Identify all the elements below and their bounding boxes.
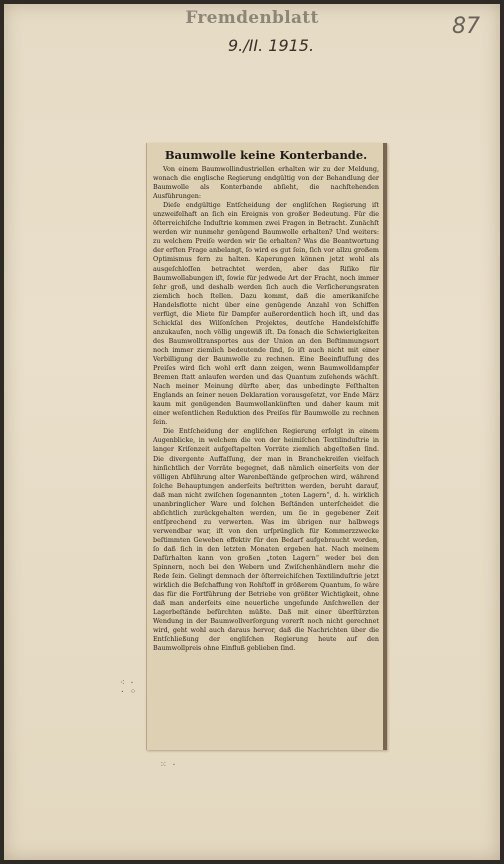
clipping-edge-strip [383, 143, 387, 750]
article-paragraph: Die Entſcheidung der engliſchen Regierung erfolgt in einem Augenblicke, in welchem die von der heimiſchen Textilinduſtrie in langer Kriſenzeit aufgeſtapelten Vorräte ziemlich abgeſtoßen ſind. Die divergente Auffaſſung, der man in Branchekreiſen vielfach hinſichtlich der Vorräte begegnet, daß nämlich einerſeits von der völligen Abführung alter Warenbeſtände geſprochen wird, während ſolche Behauptungen anderſeits beſtritten werden, beruht darauf, daß man nicht zwiſchen ſogenannten „toten Lagern“, d. h. wirklich unanbringlicher Ware und ſolchen Beſtänden unterſcheidet die abſichtlich zurückgehalten werden, um ſie in gegebener Zeit entſprechend zu verwerten. Was im übrigen nur halbwegs verwendbar war, iſt von den urſprünglich für Kommerzzwecke beſtimmten Geweben effektiv für den Bedarf aufgebraucht worden, ſo daß ſich in den letzten Monaten ergeben hat. Nach meinem Dafürhalten kann von großen „toten Lagern“ weder bei den Spinnern, noch bei den Webern und Zwiſchenhändlern mehr die Rede ſein. Gelingt demnach der öſterreichiſchen Textilinduſtrie jetzt wirklich die Beſchaffung von Rohſtoff in größerem Quantum, ſo wäre das für die Fortführung der Betriebe von größter Wichtigkeit, ohne daß man anderſeits eine neuerliche ungeſunde Anſchwellen der Lagerbeſtände befürchten müßte. Daß mit einer überſtürzten Wendung in der Baumwollverſorgung vorerſt noch nicht gerechnet wird, geht wohl auch daraus hervor, daß die Nachrichten über die Entſchließung der engliſchen Regierung heute auf den Baumwollpreis ohne Einfluß geblieben ſind. [153, 427, 379, 653]
newspaper-name-stamp: Fremdenblatt [185, 8, 319, 28]
handwritten-date: 9./II. 1915. [228, 36, 315, 55]
article-body [153, 165, 379, 654]
newspaper-clipping [146, 143, 387, 750]
paper-speckle-mark: ⁙ · [160, 760, 177, 769]
article-paragraph: Von einem Baumwollindustriellen erhalten wir zu der Meldung, wonach die englische Regierung endgültig von der Behandlung der Baumwolle als Konterbande abſieht, die nachſtehenden Ausführungen: [153, 165, 379, 201]
article-paragraph: Dieſe endgültige Entſcheidung der engliſchen Regierung iſt unzweifelhaft an ſich ein Ereignis von großer Bedeutung. Für die öſterreichiſche Induſtrie kommen zwei Fragen in Betracht. Zunächſt werden wir nunmehr genügend Baumwolle erhalten? Und weiters: zu welchem Preiſe werden wir ſie erhalten? Was die Beantwortung der erſten Frage anbelangt, ſo wird es gut ſein, ſich vor allzu großem Optimismus fern zu halten. Kaperungen können jetzt wohl als ausgeſchloſſen betrachtet werden, aber das Riſiko für Baumwollabungen iſt, ſowie für jedwede Art der Fracht, noch immer ſehr groß, und deshalb werden ſich auch die Verſicherungsraten ziemlich hoch ſtellen. Dazu kommt, daß die amerikaniſche Handelsflotte nicht über eine genügende Anzahl von Schiffen verfügt, die Miete für Dampfer außerordentlich hoch iſt, und das Schickſal des Wilſonſchen Projektes, deutſche Handelsſchiffe anzukaufen, noch völlig ungewiß iſt. Da ſonach die Schwierigkeiten des Baumwolltransportes aus der Union an den Beſtimmungsort noch immer ziemlich bedeutende ſind, ſo iſt auch nicht mit einer Verbilligung der Baumwolle zu rechnen. Eine Beeinfluſſung des Preiſes wird ſich wohl erſt dann zeigen, wenn Baumwolldampfer Bremen ſtatt anlaufen werden und das Quantum zuſehends wächſt. Nach meiner Meinung dürfte aber, das unbedingte Feſthalten Englands an ſeiner neuen Deklaration vorausgeſetzt, vor Ende März kaum mit genügenden Baumwollankünften und daher kaum mit einer weſentlichen Reduktion des Preiſes für Baumwolle zu rechnen ſein. [153, 201, 379, 427]
handwritten-page-number: 87 [452, 14, 480, 39]
article-headline: Baumwolle keine Konterbande. [164, 148, 368, 162]
paper-speckle-mark: ⁖ · · ⁘ [120, 678, 137, 696]
